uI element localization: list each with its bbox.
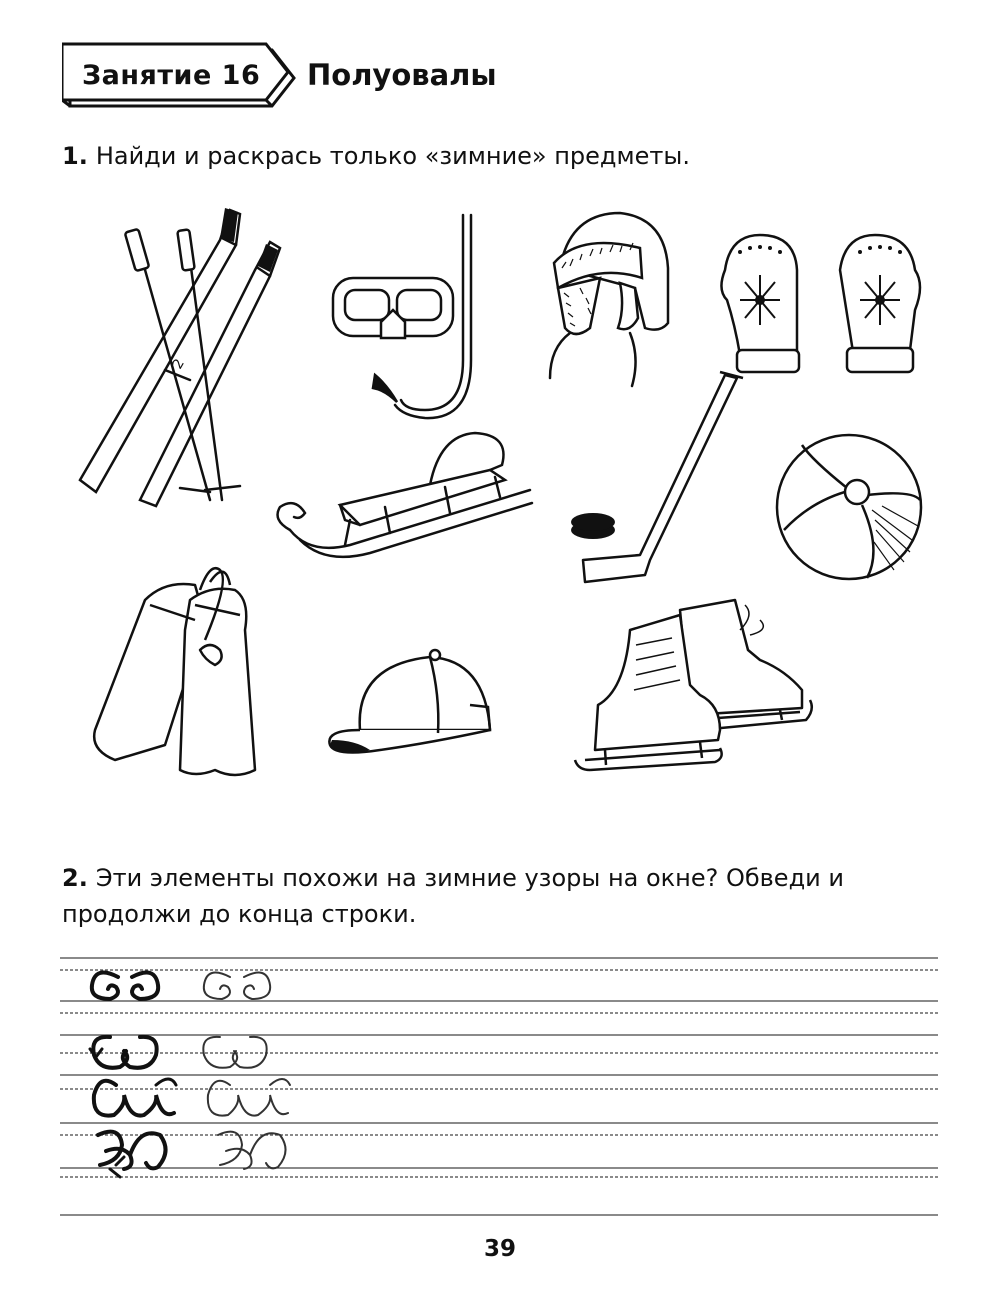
ice-skates-icon[interactable]: [570, 590, 820, 780]
fur-hat-icon[interactable]: [540, 208, 680, 388]
svg-text:2: 2: [169, 356, 188, 372]
task-1-text: Найди и раскрась только «зимние» предметы.: [95, 142, 690, 170]
baseball-cap-icon[interactable]: [320, 645, 500, 765]
diving-mask-snorkel-icon[interactable]: [325, 210, 485, 420]
hockey-stick-puck-icon[interactable]: [565, 370, 755, 585]
mittens-icon[interactable]: [715, 230, 930, 380]
task-1-instruction: [62, 138, 690, 174]
beach-ball-icon[interactable]: [772, 430, 927, 585]
task-2-number: 2.: [62, 864, 88, 892]
lesson-number: Занятие 16: [82, 60, 261, 91]
pattern-row-2: [90, 1037, 267, 1068]
flippers-icon[interactable]: [85, 560, 275, 785]
skis-and-poles-icon[interactable]: [70, 200, 290, 510]
lesson-title: Полуовалы: [307, 58, 497, 92]
lesson-header: [62, 40, 622, 114]
handwriting-lines: [60, 955, 938, 1225]
page-number: 39: [483, 1236, 516, 1262]
task-2-text: Эти элементы похожи на зимние узоры на окне? Обведи и продолжи до конца строки.: [62, 864, 844, 928]
task-1-number: 1.: [62, 142, 88, 170]
picture-grid: [0, 190, 1000, 830]
task-2-instruction: [62, 860, 942, 932]
sled-icon[interactable]: [270, 425, 540, 570]
pattern-row-4: [98, 1132, 286, 1177]
pattern-row-3: [94, 1079, 290, 1116]
pattern-row-1: [92, 973, 270, 1000]
